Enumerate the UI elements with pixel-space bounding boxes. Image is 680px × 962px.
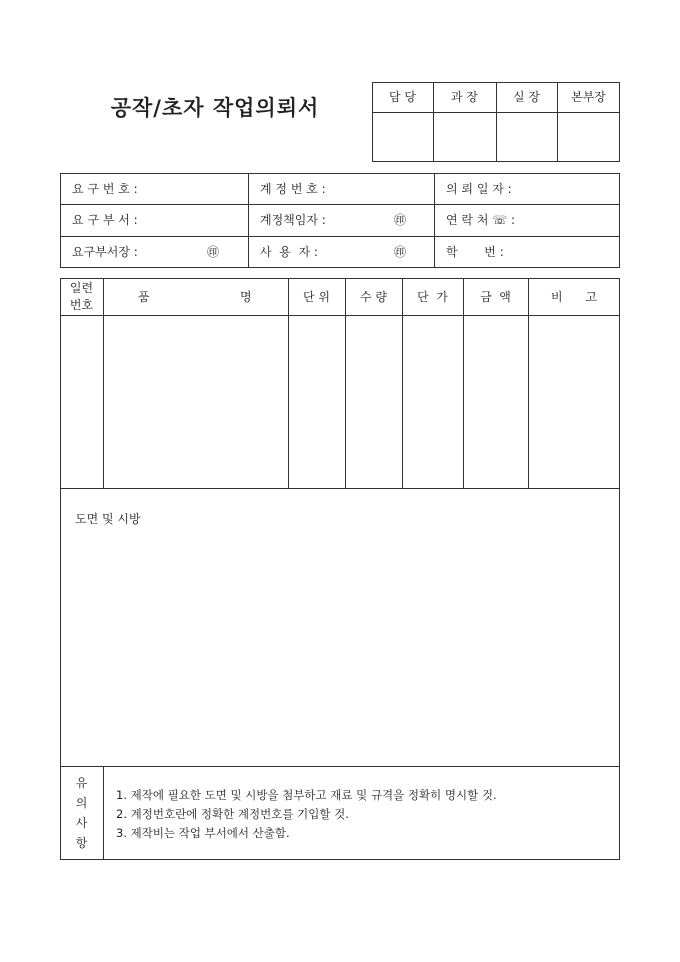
divider (60, 488, 620, 489)
serial-header-2: 번호 (69, 298, 94, 312)
sign-field-section-chief[interactable] (434, 113, 496, 161)
items-entry-area[interactable] (61, 316, 619, 487)
amount-header: 금 액 (480, 290, 511, 304)
account-number-label: 계 정 번 호 : (260, 182, 326, 196)
note-line-2: 2. 계정번호란에 정확한 계정번호를 기입할 것. (116, 807, 349, 821)
notes-label-2: 의 (75, 796, 88, 810)
form-title: 공작/초자 작업의뢰서 (110, 95, 320, 120)
request-date-label: 의 뢰 일 자 : (446, 182, 512, 196)
price-header: 단 가 (417, 290, 448, 304)
account-manager-label: 계정책임자 : (260, 213, 326, 227)
notes-label-4: 항 (75, 836, 88, 850)
note-line-1: 1. 제작에 필요한 도면 및 시방을 첨부하고 재료 및 규격을 정확히 명시할 것. (116, 788, 497, 802)
request-dept-label: 요 구 부 서 : (72, 213, 138, 227)
request-number-label: 요 구 번 호 : (72, 182, 138, 196)
approval-director: 본부장 (571, 90, 606, 104)
divider (434, 173, 435, 268)
qty-header: 수 량 (360, 290, 387, 304)
item-name-header-right: 명 (240, 290, 252, 304)
student-id-label: 학 번 : (446, 245, 504, 259)
contact-label: 연 락 처 ☏ : (446, 213, 516, 227)
notes-label-1: 유 (75, 776, 88, 790)
approval-section-chief: 과 장 (451, 90, 478, 104)
approval-manager: 담 당 (389, 90, 416, 104)
notes-label-3: 사 (75, 816, 88, 830)
seal-icon: ㊞ (394, 213, 407, 227)
divider (248, 173, 249, 268)
unit-header: 단 위 (303, 290, 330, 304)
divider (60, 204, 620, 205)
seal-icon: ㊞ (394, 245, 407, 259)
info-table (60, 173, 620, 268)
sign-field-office-chief[interactable] (497, 113, 557, 161)
sign-field-manager[interactable] (373, 113, 433, 161)
divider (60, 766, 620, 767)
approval-office-chief: 실 장 (513, 90, 540, 104)
remark-header: 비 고 (550, 290, 598, 304)
note-line-3: 3. 제작비는 작업 부서에서 산출함. (116, 826, 290, 840)
sign-field-director[interactable] (558, 113, 619, 161)
drawing-spec-area[interactable] (61, 530, 619, 765)
user-label: 사 용 자 : (260, 245, 318, 259)
drawing-spec-label: 도면 및 시방 (75, 512, 141, 526)
divider (103, 766, 104, 860)
dept-head-label: 요구부서장 : (72, 245, 138, 259)
divider (60, 236, 620, 237)
seal-icon: ㊞ (207, 245, 220, 259)
serial-header-1: 일련 (69, 281, 94, 295)
item-name-header-left: 품 (138, 290, 150, 304)
